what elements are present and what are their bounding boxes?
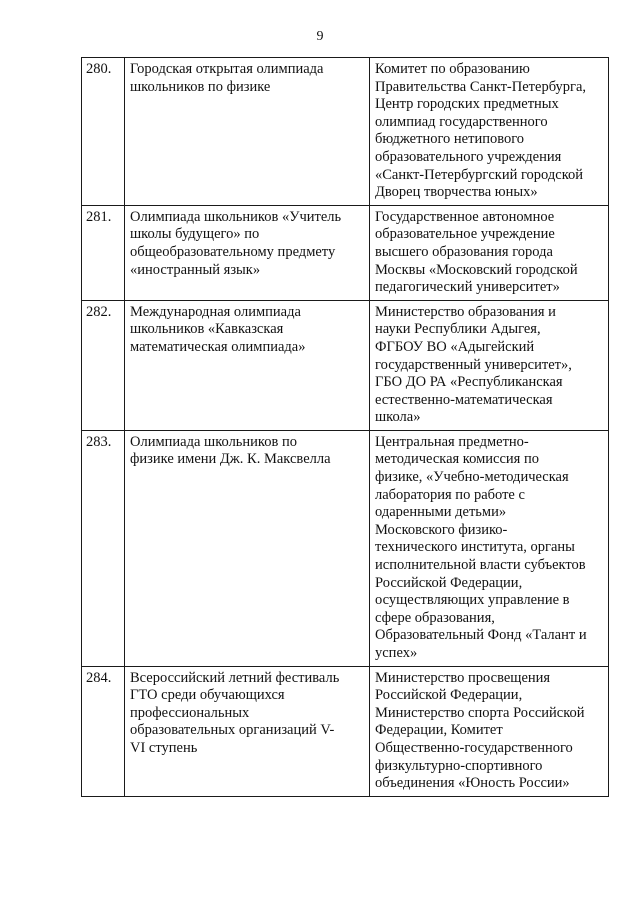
organizer-line: государственный университет», [375,356,572,373]
table-row [82,300,609,430]
organizer-line: бюджетного нетипового [375,131,525,148]
organizer-line: Российской Федерации, [375,574,523,591]
olympiad-name-line: школы будущего» по [130,226,260,243]
olympiad-name-line: ГТО среди обучающихся [130,687,285,704]
organizer-line: объединения «Юность России» [375,775,570,792]
row-number: 282. [82,300,125,430]
organizer-line: успех» [375,645,418,661]
organizer-line: Центральная предметно- [375,433,529,450]
organizer-line: ГБО ДО РА «Республиканская [375,374,563,391]
olympiad-name-line: Олимпиада школьников «Учитель [130,208,342,225]
organizer-line: школа» [375,409,421,426]
row-number: 284. [82,666,125,796]
olympiad-name-cell [125,430,370,666]
organizer-cell [370,666,609,796]
organizer-line: Комитет по образованию [375,61,530,77]
olympiad-name-cell [125,300,370,430]
organizer-line: естественно-математическая [375,391,553,408]
olympiad-name-line: образовательных организаций V- [130,722,335,739]
organizer-line: лаборатория по работе с [375,486,525,503]
organizer-line: Центр городских предметных [375,96,559,113]
olympiad-name-line: школьников по физике [130,78,271,95]
olympiad-name-line: физике имени Дж. К. Максвелла [130,451,331,468]
organizer-line: сфере образования, [375,609,495,626]
organizer-line: Дворец творчества юных» [375,184,538,201]
organizer-line: образовательное учреждение [375,226,555,243]
olympiad-name-line: «иностранный язык» [130,261,261,278]
table-row [82,205,609,300]
organizer-line: Министерство спорта Российской [375,704,585,721]
olympiad-name-line: Городская открытая олимпиада [130,61,324,77]
organizer-line: олимпиад государственного [375,113,548,130]
olympiad-name-cell [125,205,370,300]
olympiad-name-cell [125,58,370,206]
organizer-line: Министерство образования и [375,303,556,320]
row-number: 281. [82,205,125,300]
organizer-line: Московского физико- [375,521,508,538]
organizer-line: Москвы «Московский городской [375,261,578,278]
page-number: 9 [316,29,324,44]
organizer-line: исполнительной власти субъектов [375,557,586,574]
organizer-line: Государственное автономное [375,208,555,225]
organizer-line: Российской Федерации, [375,687,523,704]
organizer-line: физике, «Учебно-методическая [375,469,569,486]
olympiad-name-line: Олимпиада школьников по [130,433,297,450]
olympiad-name-cell [125,666,370,796]
olympiad-table [81,57,609,797]
organizer-line: физкультурно-спортивного [375,757,543,774]
organizer-line: Министерство просвещения [375,669,551,686]
organizer-line: методическая комиссия по [375,451,539,468]
table-row [82,58,609,206]
table-row [82,430,609,666]
olympiad-name-line: общеобразовательному предмету [130,243,336,260]
organizer-line: высшего образования города [375,243,553,260]
row-number: 283. [82,430,125,666]
organizer-line: технического института, органы [375,539,575,556]
olympiad-name-line: VI ступень [130,739,198,756]
organizer-line: осуществляющих управление в [375,592,570,609]
organizer-line: Правительства Санкт-Петербурга, [375,78,587,95]
olympiad-name-line: Международная олимпиада [130,303,301,320]
organizer-line: Образовательный Фонд «Талант и [375,627,587,644]
olympiad-name-line: школьников «Кавказская [130,321,284,338]
organizer-line: науки Республики Адыгея, [375,321,541,338]
organizer-cell [370,205,609,300]
table-row [82,666,609,796]
organizer-line: одаренными детьми» [375,504,507,521]
olympiad-name-line: математическая олимпиада» [130,338,306,355]
olympiad-name-line: Всероссийский летний фестиваль [130,669,340,686]
row-number: 280. [82,58,125,206]
organizer-cell [370,430,609,666]
olympiad-name-line: профессиональных [130,704,250,721]
organizer-line: образовательного учреждения [375,148,562,165]
organizer-cell [370,58,609,206]
organizer-line: Общественно-государственного [375,739,573,756]
organizer-line: педагогический университет» [375,279,560,296]
organizer-cell [370,300,609,430]
organizer-line: ФГБОУ ВО «Адыгейский [375,338,535,355]
organizer-line: «Санкт-Петербургский городской [375,166,584,183]
organizer-line: Федерации, Комитет [375,722,503,739]
